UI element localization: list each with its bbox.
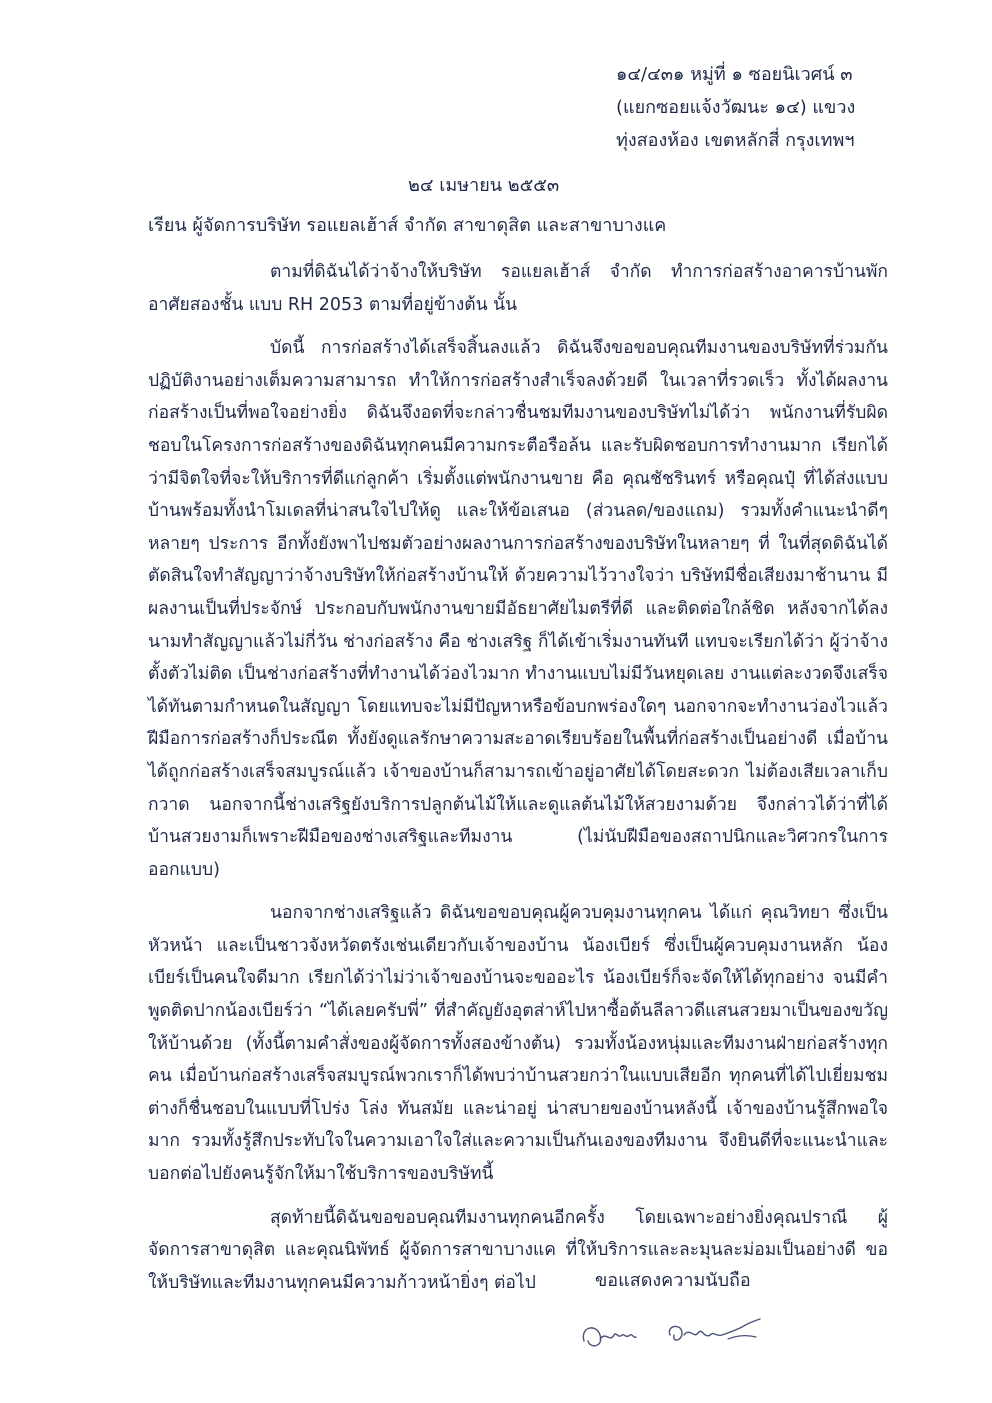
paragraph-supervisors: นอกจากช่างเสริฐแล้ว ดิฉันขอขอบคุณผู้ควบคุมงานทุกคน ได้แก่ คุณวิทยา ซึ่งเป็นหัวหน้า และเป็นชาวจังหวัดตรังเช่นเดียวกับเจ้าของบ้าน น้องเบียร์ ซึ่งเป็นผู้ควบคุมงานหลัก น้องเบียร์เป็นคนใจดีมาก เรียกได้ว่าไม่ว่าเจ้าของบ้านจะขออะไร น้องเบียร์ก็จะจัดให้ได้ทุกอย่าง จนมีคำพูดติดปากน้องเบียร์ว่า “ได้เลยครับพี่” ที่สำคัญยังอุตส่าห์ไปหาซื้อต้นลีลาวดีแสนสวยมาเป็นของขวัญให้บ้านด้วย (ทั้งนี้ตามคำสั่งของผู้จัดการทั้งสองข้างต้น) รวมทั้งน้องหนุ่มและทีมงานฝ่ายก่อสร้างทุกคน เมื่อบ้านก่อสร้างเสร็จสมบูรณ์พวกเราก็ได้พบว่าบ้านสวยกว่าในแบบเสียอีก ทุกคนที่ได้ไปเยี่ยมชมต่างก็ชื่นชอบในแบบที่โปร่ง โล่ง ทันสมัย และน่าอยู่ น่าสบายของบ้านหลังนี้ เจ้าของบ้านรู้สึกพอใจมาก รวมทั้งรู้สึกประทับใจในความเอาใจใส่และความเป็นกันเองของทีมงาน จึงยินดีที่จะแนะนำและบอกต่อไปยังคนรู้จักให้มาใช้บริการของบริษัทนี้ [148, 903, 888, 1185]
letter-body [148, 256, 888, 1310]
letter-date: ๒๔ เมษายน ๒๕๕๓ [408, 175, 560, 196]
closing-phrase: ขอแสดงความนับถือ [595, 1270, 751, 1291]
address-line-2: (แยกซอยแจ้งวัฒนะ ๑๔) แขวง [616, 97, 856, 118]
paragraph-closing-thanks: สุดท้ายนี้ดิฉันขอขอบคุณทีมงานทุกคนอีกครั้ง โดยเฉพาะอย่างยิ่งคุณปราณี ผู้จัดการสาขาดุสิต และคุณนิพัทธ์ ผู้จัดการสาขาบางแค ที่ให้บริการและละมุนละม่อมเป็นอย่างดี ขอให้บริษัทและทีมงานทุกคนมีความก้าวหน้ายิ่งๆ ต่อไป [148, 1207, 888, 1293]
signature-icon [578, 1305, 788, 1365]
address-line-1: ๑๔/๔๓๑ หมู่ที่ ๑ ซอยนิเวศน์ ๓ [616, 64, 853, 85]
paragraph-intro: ตามที่ดิฉันได้ว่าจ้างให้บริษัท รอแยลเฮ้าส์ จำกัด ทำการก่อสร้างอาคารบ้านพักอาศัยสองชั้น แบบ RH 2053 ตามที่อยู่ข้างต้น นั้น [148, 262, 888, 315]
address-line-3: ทุ่งสองห้อง เขตหลักสี่ กรุงเทพฯ [616, 130, 855, 151]
salutation: เรียน ผู้จัดการบริษัท รอแยลเฮ้าส์ จำกัด สาขาดุสิต และสาขาบางแค [148, 215, 667, 236]
paragraph-construction: บัดนี้ การก่อสร้างได้เสร็จสิ้นลงแล้ว ดิฉันจึงขอขอบคุณทีมงานของบริษัทที่ร่วมกันปฏิบัติงานอย่างเต็มความสามารถ ทำให้การก่อสร้างสำเร็จลงด้วยดี ในเวลาที่รวดเร็ว ทั้งได้ผลงานก่อสร้างเป็นที่พอใจอย่างยิ่ง ดิฉันจึงอดที่จะกล่าวชื่นชมทีมงานของบริษัทไม่ได้ว่า พนักงานที่รับผิดชอบในโครงการก่อสร้างของดิฉันทุกคนมีความกระตือรือล้น และรับผิดชอบการทำงานมาก เรียกได้ว่ามีจิตใจที่จะให้บริการที่ดีแก่ลูกค้า เริ่มตั้งแต่พนักงานขาย คือ คุณชัชรินทร์ หรือคุณปุ๋ ที่ได้ส่งแบบบ้านพร้อมทั้งนำโมเดลที่น่าสนใจไปให้ดู และให้ข้อเสนอ (ส่วนลด/ของแถม) รวมทั้งคำแนะนำดีๆ หลายๆ ประการ อีกทั้งยังพาไปชมตัวอย่างผลงานการก่อสร้างของบริษัทในหลายๆ ที่ ในที่สุดดิฉันได้ตัดสินใจทำสัญญาว่าจ้างบริษัทให้ก่อสร้างบ้านให้ ด้วยความไว้วางใจว่า บริษัทมีชื่อเสียงมาช้านาน มีผลงานเป็นที่ประจักษ์ ประกอบกับพนักงานขายมีอัธยาศัยไมตรีที่ดี และติดต่อใกล้ชิด หลังจากได้ลงนามทำสัญญาแล้วไม่กี่วัน ช่างก่อสร้าง คือ ช่างเสริฐ ก็ได้เข้าเริ่มงานทันที แทบจะเรียกได้ว่า ผู้ว่าจ้างตั้งตัวไม่ติด เป็นช่างก่อสร้างที่ทำงานได้ว่องไวมาก ทำงานแบบไม่มีวันหยุดเลย งานแต่ละงวดจึงเสร็จได้ทันตามกำหนดในสัญญา โดยแทบจะไม่มีปัญหาหรือข้อบกพร่องใดๆ นอกจากจะทำงานว่องไวแล้ว ฝีมือการก่อสร้างก็ประณีต ทั้งยังดูแลรักษาความสะอาดเรียบร้อยในพื้นที่ก่อสร้างเป็นอย่างดี เมื่อบ้านได้ถูกก่อสร้างเสร็จสมบูรณ์แล้ว เจ้าของบ้านก็สามารถเข้าอยู่อาศัยได้โดยสะดวก ไม่ต้องเสียเวลาเก็บกวาด นอกจากนี้ช่างเสริฐยังบริการปลูกต้นไม้ให้และดูแลต้นไม้ให้สวยงามด้วย จึงกล่าวได้ว่าที่ได้บ้านสวยงามก็เพราะฝีมือของช่างเสริฐและทีมงาน (ไม่นับฝีมือของสถาปนิกและวิศวกรในการออกแบบ) [148, 338, 888, 880]
sender-address [616, 58, 855, 157]
